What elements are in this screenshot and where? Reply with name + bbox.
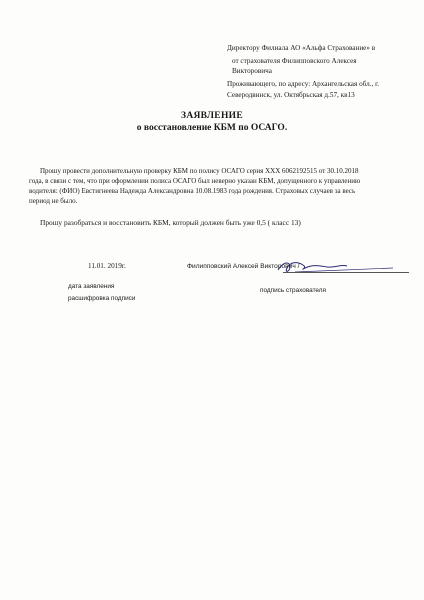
addressee-line-2: от страхователя Филипповского Алексея: [232, 57, 357, 65]
addressee-line-3: Викторовича: [232, 67, 272, 75]
body-request: Прошу разобраться и восстановить КБМ, который должен быть уже 0,5 ( класс 13): [40, 218, 301, 227]
body-line-4: период не было.: [29, 197, 78, 205]
body-line-2: года, в связи с тем, что при оформлении полиса ОСАГО был неверно указан КБМ, допущенного к управлению: [29, 177, 361, 185]
signature-caption: подпись страхователя: [260, 287, 326, 294]
body-line-1: Прошу провести дополнительную проверку КБМ по полису ОСАГО серия ХХХ 6062192515 от 30.10.2018: [40, 167, 359, 175]
signer-name: Филипповский Алексей Викторович /: [187, 263, 300, 270]
body-line-3: водителя: (ФИО) Евстигнеева Надежда Александровна 10.08.1983 года рождения. Страховых случаев за весь: [29, 187, 356, 195]
addressee-line-1: Директору Филиала АО «Альфа Страхование» в: [227, 44, 376, 52]
addressee-line-4: Проживающего, по адресу: Архангельская обл., г.: [227, 80, 380, 88]
handwritten-signature: [275, 256, 415, 278]
addressee-line-5: Северодвинск, ул. Октябрьская д.57, кв13: [227, 91, 355, 99]
application-date: 11.01. 2019г.: [88, 262, 126, 270]
decode-caption: расшифровка подписи: [68, 295, 136, 302]
document-title: ЗАЯВЛЕНИЕ: [181, 111, 243, 121]
document-subtitle: о восстановление КБМ по ОСАГО.: [136, 123, 288, 133]
date-caption: дата заявления: [68, 283, 115, 290]
